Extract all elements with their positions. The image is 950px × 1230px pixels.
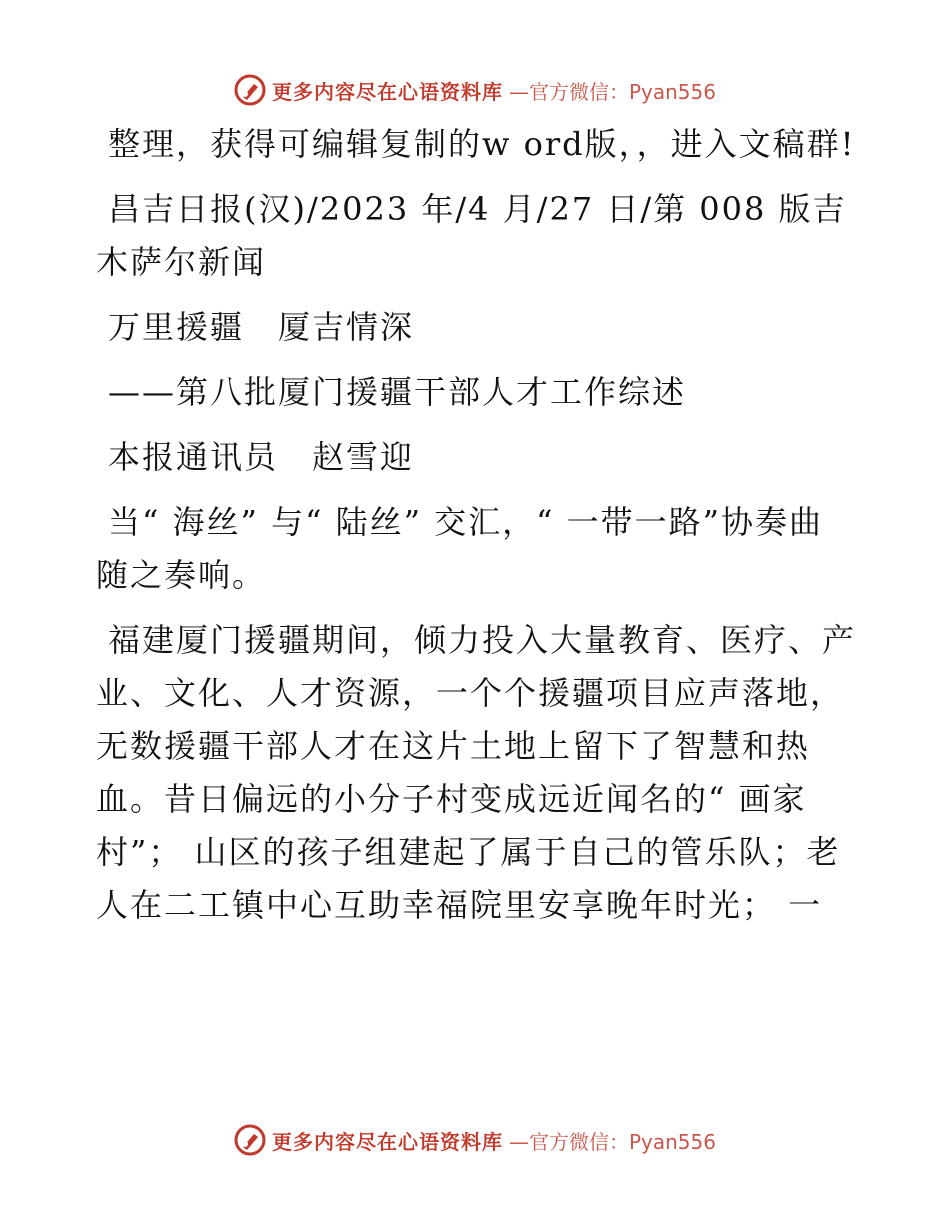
paragraph: 本报通讯员 赵雪迎 <box>108 438 415 476</box>
header-watermark <box>0 70 950 110</box>
paragraph: 福建厦门援疆期间，倾力投入大量教育、医疗、产业、文化、人才资源，一个个援疆项目应声落地，无数援疆干部人才在这片土地上留下了智慧和热血。昔日偏远的小分子村变成远近闻名的“ 画家村”； 山区的孩子组建起了属于自己的管乐队；老人在二工镇中心互助幸福院里安享晚年时光； 一 <box>96 621 857 924</box>
footer-watermark <box>0 1120 950 1160</box>
watermark-brand: 更多内容尽在心语资料库 <box>271 79 503 104</box>
paragraph: 昌吉日报(汉)/2023 年/4 月/27 日/第 008 版吉木萨尔新闻 <box>96 190 847 281</box>
pen-logo-icon <box>234 1124 266 1156</box>
watermark-wechat: —官方微信：Pyan556 <box>508 1129 716 1154</box>
watermark-brand: 更多内容尽在心语资料库 <box>271 1129 503 1154</box>
document-body <box>96 118 856 944</box>
paragraph: 万里援疆 厦吉情深 <box>108 308 415 346</box>
paragraph: 当“ 海丝” 与“ 陆丝” 交汇，“ 一带一路”协奏曲随之奏响。 <box>96 503 824 594</box>
paragraph: ——第八批厦门援疆干部人才工作综述 <box>108 373 687 411</box>
watermark-wechat: —官方微信：Pyan556 <box>508 79 716 104</box>
pen-logo-icon <box>234 74 266 106</box>
paragraph: 整理，获得可编辑复制的w ord版，，进入文稿群! <box>108 125 856 163</box>
